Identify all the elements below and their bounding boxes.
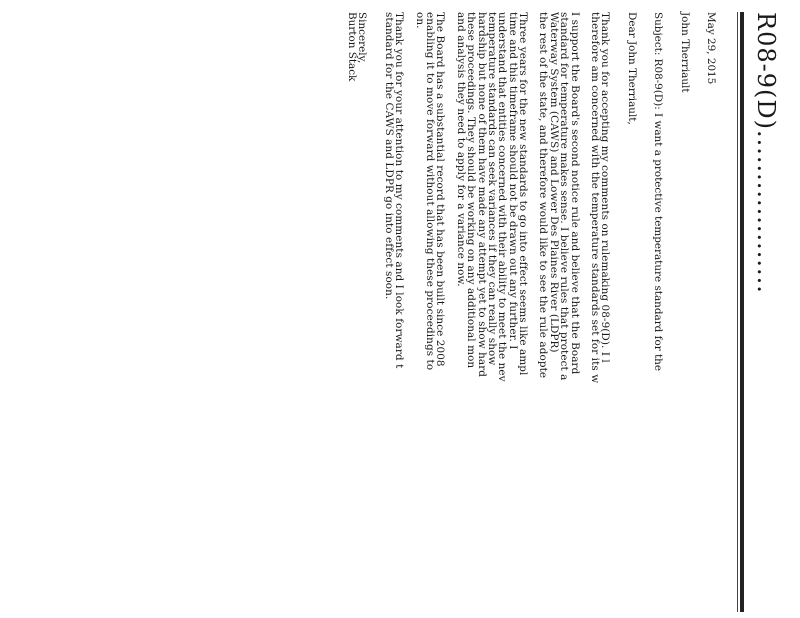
paragraph-2 <box>538 12 580 618</box>
paragraph-line: these proceedings. They should be working on any additional mon <box>465 12 478 369</box>
document-header <box>732 12 780 612</box>
letter-salutation: Dear John Therriault, <box>625 12 638 125</box>
letter-signature: Burton Stack <box>346 12 359 82</box>
letter-closing: Sincerely, <box>356 12 369 64</box>
paragraph-line: on. <box>413 12 426 29</box>
paragraph-line: therefore am concerned with the temperature standards set for its w <box>589 12 602 384</box>
paragraph-line: I support the Board's second notice rule and believe that the Board <box>568 12 581 375</box>
paragraph-line: Three years for the new standards to go into effect seems like ampl <box>517 12 530 376</box>
paragraph-line: The Board has a substantial record that has been built since 2008 <box>434 12 447 367</box>
paragraph-line: enabling it to move forward without allowing these proceedings to <box>423 12 436 371</box>
paragraph-5 <box>383 12 404 618</box>
letter-body <box>347 12 716 618</box>
paragraph-line: Waterway System (CAWS) and Lower Des Plaines River (LDPR) <box>547 12 560 353</box>
paragraph-line: temperature standards can seek variances if they can really show <box>485 12 498 366</box>
paragraph-line: standard for the CAWS and LDPR go into effect soon. <box>382 12 395 300</box>
letter-subject: Subject: R08-9(D): I want a protective temperature standard for the <box>652 12 665 372</box>
docket-number: R08-9(D)................... <box>752 12 780 294</box>
paragraph-line: understand that entities concerned with their ability to meet the nev <box>496 12 509 382</box>
paragraph-3 <box>455 12 528 618</box>
paragraph-line: hardship but none of them have made any attempt yet to show hard <box>475 12 488 378</box>
paragraph-line: Thank you for accepting my comments on rulemaking 08-9(D). I l <box>599 12 612 363</box>
letter-date: May 29, 2015 <box>705 12 717 85</box>
header-rule <box>740 12 744 612</box>
paragraph-line: standard for temperature makes sense. I believe rules that protect a <box>558 12 571 381</box>
paragraph-4 <box>414 12 445 618</box>
letter-recipient: John Therriault <box>678 12 691 93</box>
paragraph-line: and analysis they need to apply for a variance now. <box>454 12 467 287</box>
paragraph-line: time and this timeframe should not be drawn out any further. I <box>506 12 519 350</box>
header-rule-thin <box>737 12 738 612</box>
paragraph-line: the rest of the state, and therefore would like to see the rule adopte <box>537 12 550 379</box>
paragraph-line: Thank you for your attention to my comments and I look forward t <box>393 12 406 369</box>
paragraph-1 <box>590 12 611 618</box>
